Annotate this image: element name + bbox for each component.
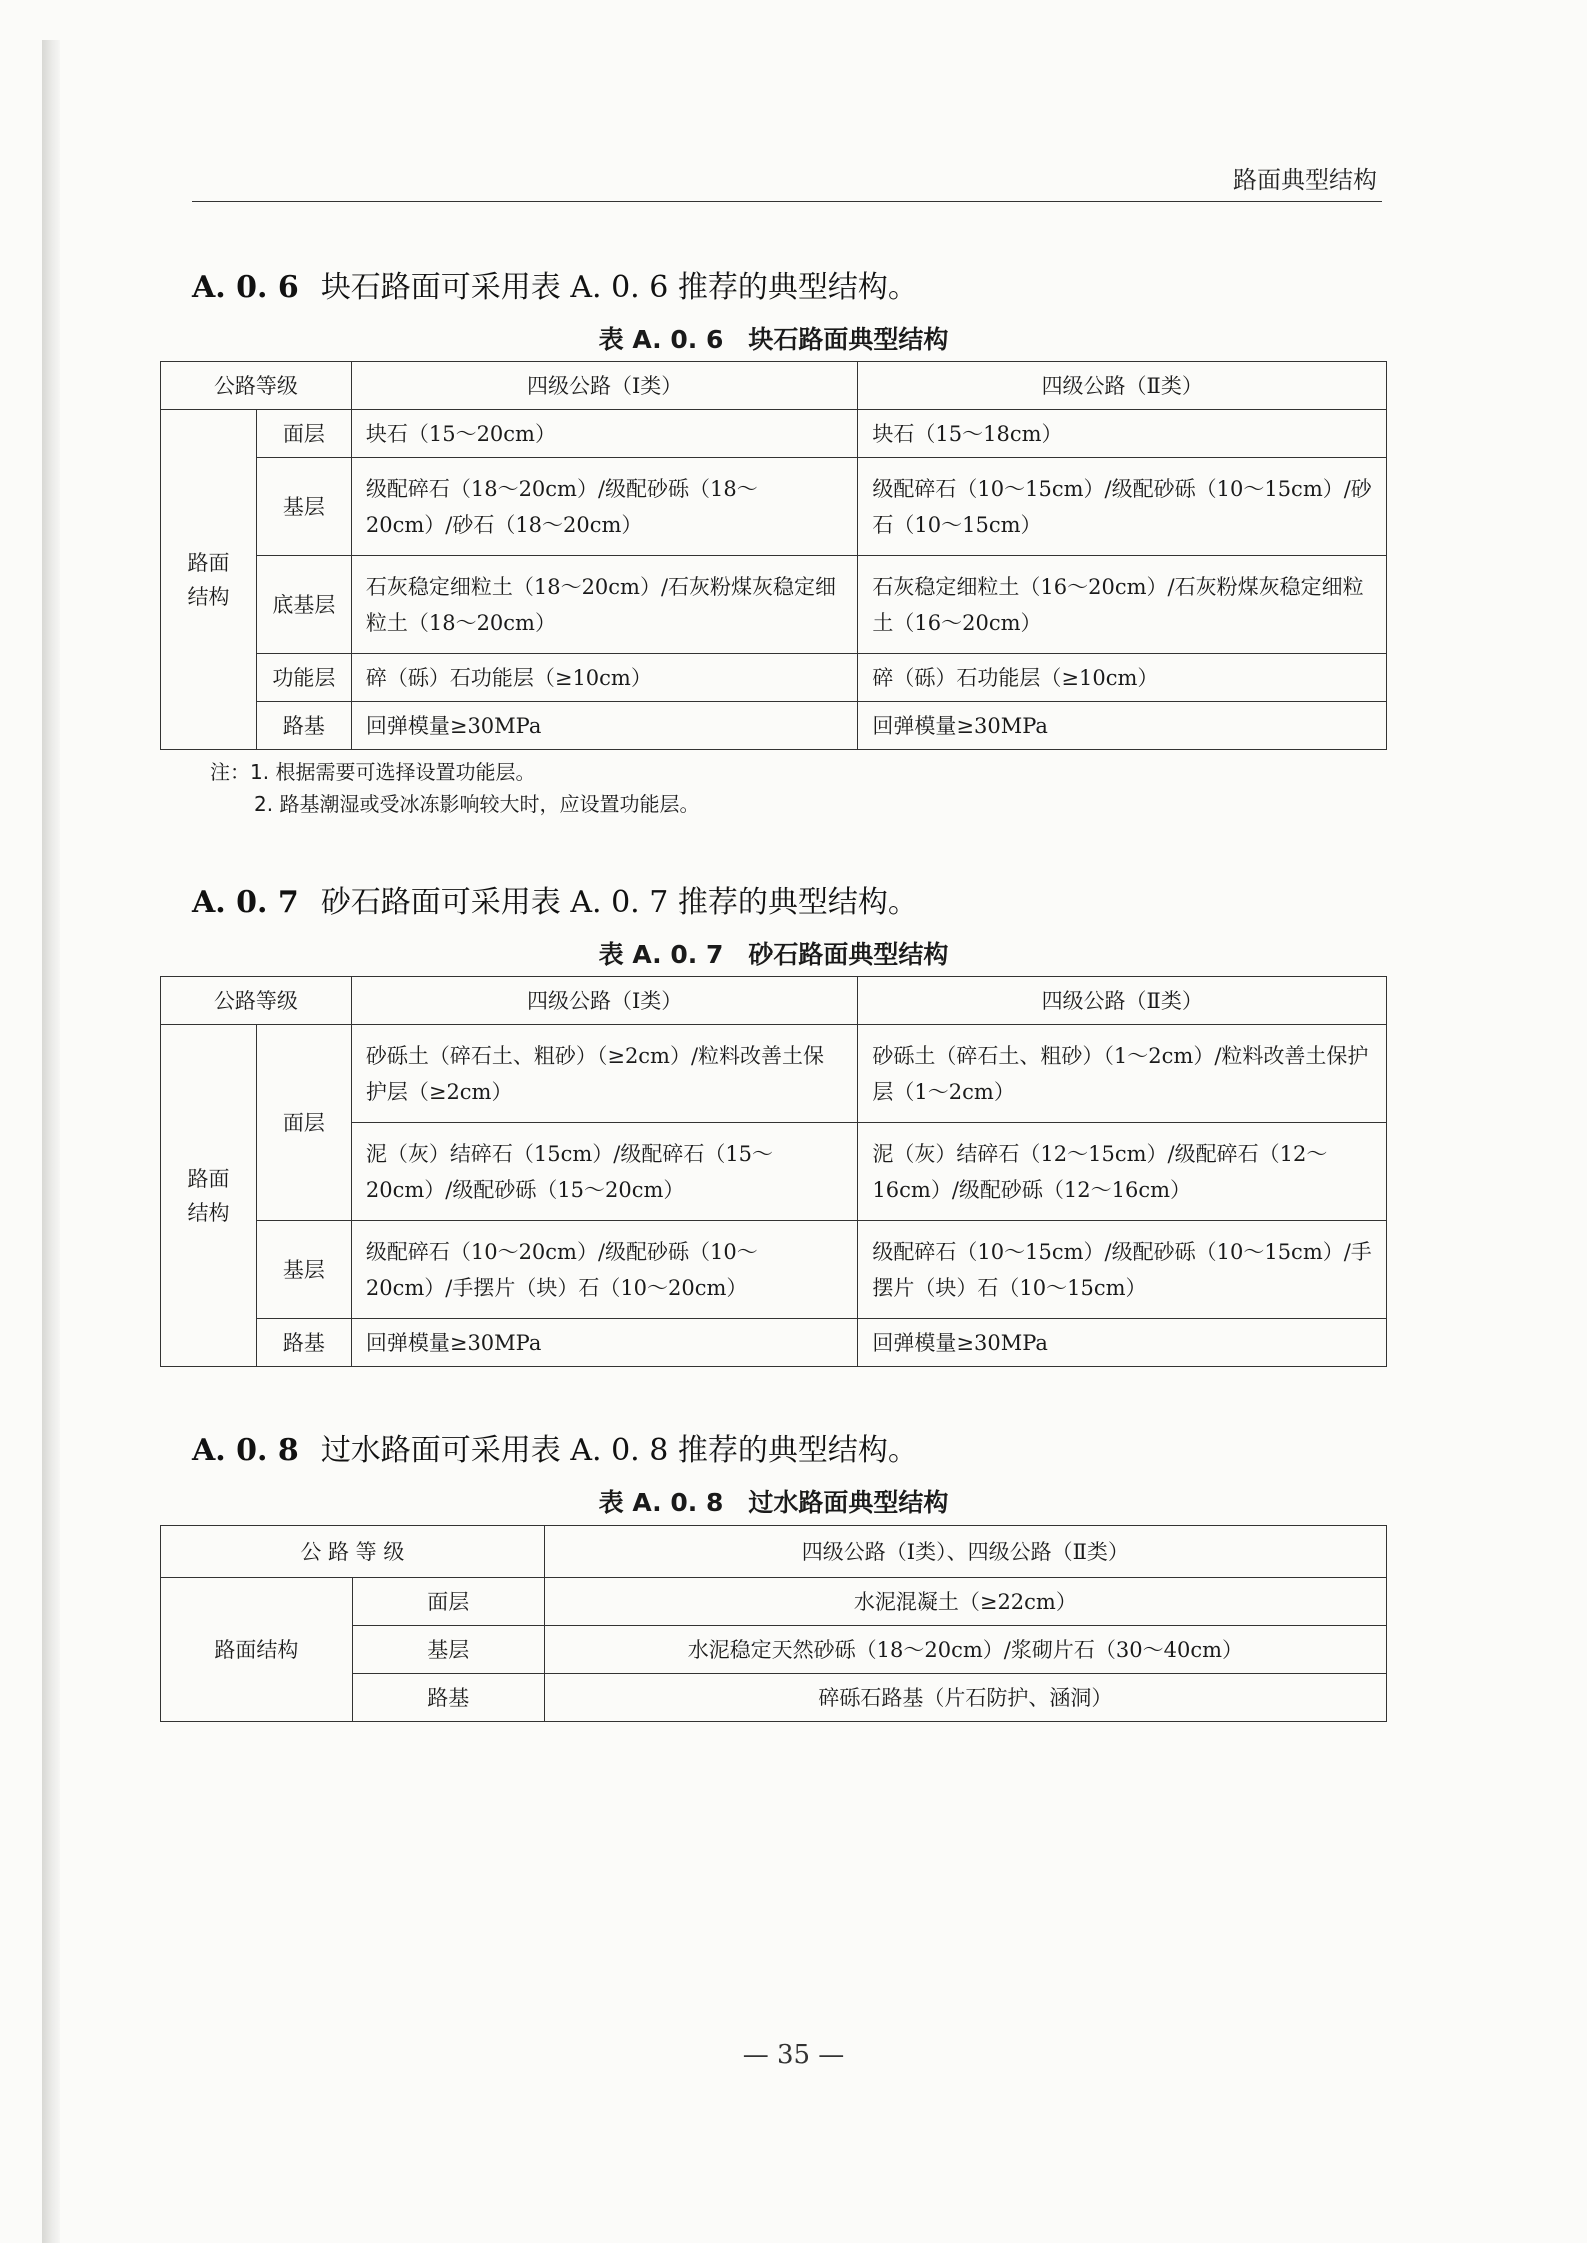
layer-label: 基层: [256, 1221, 351, 1319]
col-header-class1-2: 四级公路（Ⅰ类）、四级公路（Ⅱ类）: [544, 1526, 1386, 1578]
table-a06: [160, 361, 1387, 750]
cell-value: 水泥混凝土（≥22cm）: [544, 1578, 1386, 1626]
col-header-class1: 四级公路（Ⅰ类）: [351, 977, 858, 1025]
table-header-row: [161, 1526, 1387, 1578]
grade-header: 公 路 等 级: [161, 1526, 545, 1578]
section-heading-a07: [192, 877, 918, 921]
table-row: [161, 1221, 1387, 1319]
table-row: [161, 654, 1387, 702]
table-row: [161, 1319, 1387, 1367]
layer-label: 路基: [256, 702, 351, 750]
section-number: A. 0. 8: [192, 1433, 299, 1468]
layer-label: 功能层: [256, 654, 351, 702]
group-label: 路面结构: [161, 1578, 353, 1722]
layer-label: 基层: [352, 1626, 544, 1674]
cell-class2: 回弹模量≥30MPa: [858, 1319, 1387, 1367]
cell-class2: 回弹模量≥30MPa: [858, 702, 1387, 750]
cell-class1: 砂砾土（碎石土、粗砂）（≥2cm）/粒料改善土保护层（≥2cm）: [351, 1025, 858, 1123]
note-line: 注：1. 根据需要可选择设置功能层。: [210, 760, 536, 784]
table-row: [161, 1578, 1387, 1626]
table-row: [161, 556, 1387, 654]
table-title-a07: 表 A. 0. 7 砂石路面典型结构: [598, 940, 949, 969]
cell-class2: 泥（灰）结碎石（12～15cm）/级配碎石（12～16cm）/级配砂砾（12～16cm）: [858, 1123, 1387, 1221]
col-header-class1: 四级公路（Ⅰ类）: [351, 362, 858, 410]
table-row: [161, 458, 1387, 556]
table-row: [161, 1025, 1387, 1123]
layer-label: 底基层: [256, 556, 351, 654]
layer-label: 路基: [256, 1319, 351, 1367]
table-notes-a06: [210, 756, 699, 820]
cell-class1: 泥（灰）结碎石（15cm）/级配碎石（15～20cm）/级配砂砾（15～20cm）: [351, 1123, 858, 1221]
layer-label: 面层: [256, 410, 351, 458]
cell-class1: 级配碎石（10～20cm）/级配砂砾（10～20cm）/手摆片（块）石（10～20cm）: [351, 1221, 858, 1319]
section-number: A. 0. 7: [192, 885, 299, 920]
section-heading-a08: [192, 1425, 918, 1469]
group-label: 路面 结构: [161, 1025, 257, 1367]
layer-label: 基层: [256, 458, 351, 556]
cell-class1: 回弹模量≥30MPa: [351, 702, 858, 750]
grade-header: 公路等级: [161, 362, 352, 410]
book-spine-shadow: [42, 40, 60, 2243]
page-number: — 35 —: [742, 2040, 845, 2070]
cell-value: 水泥稳定天然砂砾（18～20cm）/浆砌片石（30～40cm）: [544, 1626, 1386, 1674]
cell-class1: 级配碎石（18～20cm）/级配砂砾（18～20cm）/砂石（18～20cm）: [351, 458, 858, 556]
section-heading-text: 过水路面可采用表 A. 0. 8 推荐的典型结构。: [320, 1433, 918, 1468]
table-header-row: [161, 977, 1387, 1025]
section-heading-text: 砂石路面可采用表 A. 0. 7 推荐的典型结构。: [320, 885, 918, 920]
table-row: [161, 410, 1387, 458]
cell-class1: 回弹模量≥30MPa: [351, 1319, 858, 1367]
cell-value: 碎砾石路基（片石防护、涵洞）: [544, 1674, 1386, 1722]
cell-class2: 碎（砾）石功能层（≥10cm）: [858, 654, 1387, 702]
section-number: A. 0. 6: [192, 270, 299, 305]
col-header-class2: 四级公路（Ⅱ类）: [858, 977, 1387, 1025]
table-a08: [160, 1525, 1387, 1722]
note-line: 2. 路基潮湿或受冰冻影响较大时，应设置功能层。: [254, 792, 700, 816]
cell-class2: 砂砾土（碎石土、粗砂）（1～2cm）/粒料改善土保护层（1～2cm）: [858, 1025, 1387, 1123]
table-title-a06: 表 A. 0. 6 块石路面典型结构: [598, 325, 949, 354]
col-header-class2: 四级公路（Ⅱ类）: [858, 362, 1387, 410]
section-heading-text: 块石路面可采用表 A. 0. 6 推荐的典型结构。: [320, 270, 918, 305]
grade-header: 公路等级: [161, 977, 352, 1025]
cell-class2: 石灰稳定细粒土（16～20cm）/石灰粉煤灰稳定细粒土（16～20cm）: [858, 556, 1387, 654]
layer-label: 路基: [352, 1674, 544, 1722]
cell-class2: 级配碎石（10～15cm）/级配砂砾（10～15cm）/砂石（10～15cm）: [858, 458, 1387, 556]
table-header-row: [161, 362, 1387, 410]
cell-class1: 石灰稳定细粒土（18～20cm）/石灰粉煤灰稳定细粒土（18～20cm）: [351, 556, 858, 654]
cell-class2: 级配碎石（10～15cm）/级配砂砾（10～15cm）/手摆片（块）石（10～15cm）: [858, 1221, 1387, 1319]
header-rule: [192, 201, 1382, 202]
cell-class2: 块石（15～18cm）: [858, 410, 1387, 458]
cell-class1: 碎（砾）石功能层（≥10cm）: [351, 654, 858, 702]
layer-label: 面层: [352, 1578, 544, 1626]
running-header: 路面典型结构: [1233, 166, 1377, 194]
layer-label: 面层: [256, 1025, 351, 1221]
section-heading-a06: [192, 262, 918, 306]
cell-class1: 块石（15～20cm）: [351, 410, 858, 458]
table-a07: [160, 976, 1387, 1367]
table-row: [161, 702, 1387, 750]
table-title-a08: 表 A. 0. 8 过水路面典型结构: [598, 1488, 949, 1517]
group-label: 路面 结构: [161, 410, 257, 750]
